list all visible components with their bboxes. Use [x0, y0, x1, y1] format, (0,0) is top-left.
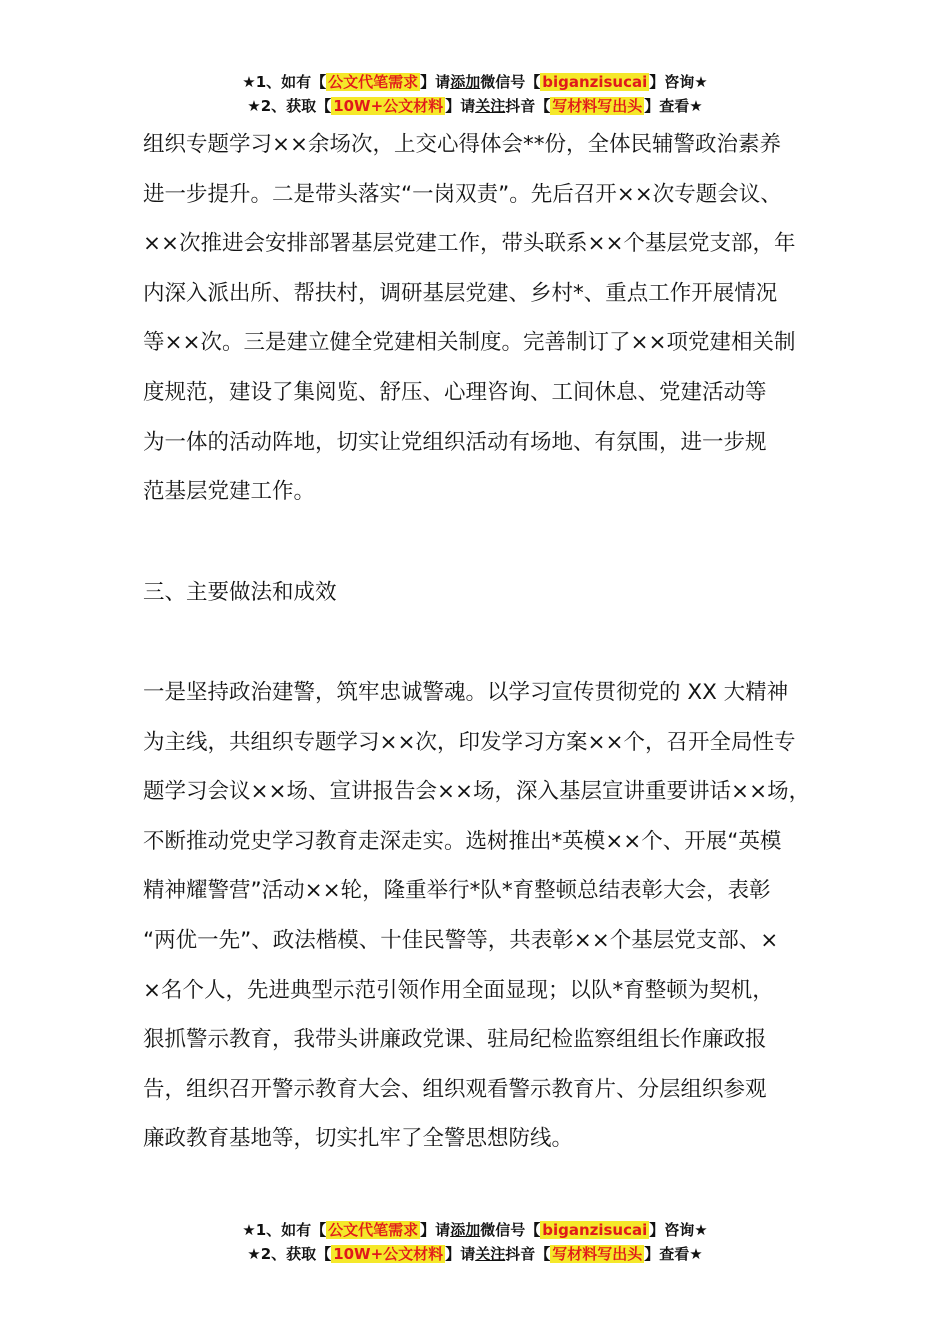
- text-line: 精神耀警营”活动××轮，隆重举行*队*育整顿总结表彰大会，表彰: [143, 878, 771, 904]
- text-line: “两优一先”、政法楷模、十佳民警等，共表彰××个基层党支部、×: [143, 927, 779, 953]
- text-line: ×名个人，先进典型示范引领作用全面显现；以队*育整顿为契机，: [143, 977, 774, 1003]
- highlight-douyin: 写材料写出头: [552, 97, 643, 115]
- banner-text: ★2、获取【: [247, 1245, 332, 1263]
- text-line: 为主线，共组织专题学习××次，印发学习方案××个，召开全局性专: [143, 729, 796, 755]
- banner-text: 】请: [445, 1245, 476, 1263]
- footer-banner: [0, 1218, 950, 1266]
- highlight-douyin: 写材料写出头: [552, 1245, 643, 1263]
- text-line: 内深入派出所、帮扶村，调研基层党建、乡村*、重点工作开展情况: [143, 280, 778, 306]
- text-line: 度规范，建设了集阅览、舒压、心理咨询、工间休息、党建活动等: [143, 379, 767, 405]
- banner-line-2: [0, 1242, 950, 1266]
- banner-line-2: [0, 94, 950, 118]
- text-line: 一是坚持政治建警，筑牢忠诚警魂。以学习宣传贯彻党的 XX 大精神: [143, 680, 789, 705]
- text-line: 告，组织召开警示教育大会、组织观看警示教育片、分层组织参观: [143, 1076, 767, 1102]
- banner-text: 】咨询★: [649, 1221, 708, 1239]
- highlight-service: 公文代笔需求: [328, 73, 419, 91]
- paragraph-1: [143, 120, 823, 517]
- banner-underlined-text: 添加: [450, 73, 481, 91]
- highlight-wechat-id: biganzisucai: [542, 73, 648, 91]
- text-line: 为一体的活动阵地，切实让党组织活动有场地、有氛围，进一步规: [143, 429, 767, 455]
- text-line: 范基层党建工作。: [143, 479, 316, 505]
- banner-line-1: [0, 70, 950, 94]
- banner-text: 抖音【: [505, 97, 551, 115]
- text-line: 狠抓警示教育，我带头讲廉政党课、驻局纪检监察组组长作廉政报: [143, 1027, 767, 1053]
- text-line: 等××次。三是建立健全党建相关制度。完善制订了××项党建相关制: [143, 330, 796, 356]
- text-line: ××次推进会安排部署基层党建工作，带头联系××个基层党支部，年: [143, 231, 796, 257]
- highlight-service: 公文代笔需求: [328, 1221, 419, 1239]
- banner-text: ★1、如有【: [242, 73, 327, 91]
- banner-text: 】咨询★: [649, 73, 708, 91]
- banner-text: ★2、获取【: [247, 97, 332, 115]
- banner-text: 微信号【: [480, 73, 541, 91]
- text-line: 廉政教育基地等，切实扎牢了全警思想防线。: [143, 1126, 574, 1152]
- text-line: 组织专题学习××余场次，上交心得体会**份，全体民辅警政治素养: [143, 132, 782, 157]
- banner-underlined-text: 添加: [450, 1221, 481, 1239]
- highlight-materials: 10W+公文材料: [333, 1245, 444, 1263]
- section-heading: 三、主要做法和成效: [143, 580, 337, 605]
- banner-underlined-text: 关注: [475, 97, 506, 115]
- banner-text: 】请: [445, 97, 476, 115]
- highlight-materials: 10W+公文材料: [333, 97, 444, 115]
- banner-text: 微信号【: [480, 1221, 541, 1239]
- header-banner: [0, 70, 950, 118]
- text-line: 题学习会议××场、宣讲报告会××场，深入基层宣讲重要讲话××场，: [143, 779, 811, 805]
- banner-text: 】查看★: [644, 97, 703, 115]
- highlight-wechat-id: biganzisucai: [542, 1221, 648, 1239]
- banner-text: 】请: [420, 1221, 451, 1239]
- banner-text: ★1、如有【: [242, 1221, 327, 1239]
- banner-underlined-text: 关注: [475, 1245, 506, 1263]
- banner-text: 】请: [420, 73, 451, 91]
- text-line: 不断推动党史学习教育走深走实。选树推出*英模××个、开展“英模: [143, 828, 782, 854]
- banner-text: 】查看★: [644, 1245, 703, 1263]
- banner-line-1: [0, 1218, 950, 1242]
- banner-text: 抖音【: [505, 1245, 551, 1263]
- text-line: 进一步提升。二是带头落实“一岗双责”。先后召开××次专题会议、: [143, 181, 782, 207]
- paragraph-2: [143, 668, 823, 1164]
